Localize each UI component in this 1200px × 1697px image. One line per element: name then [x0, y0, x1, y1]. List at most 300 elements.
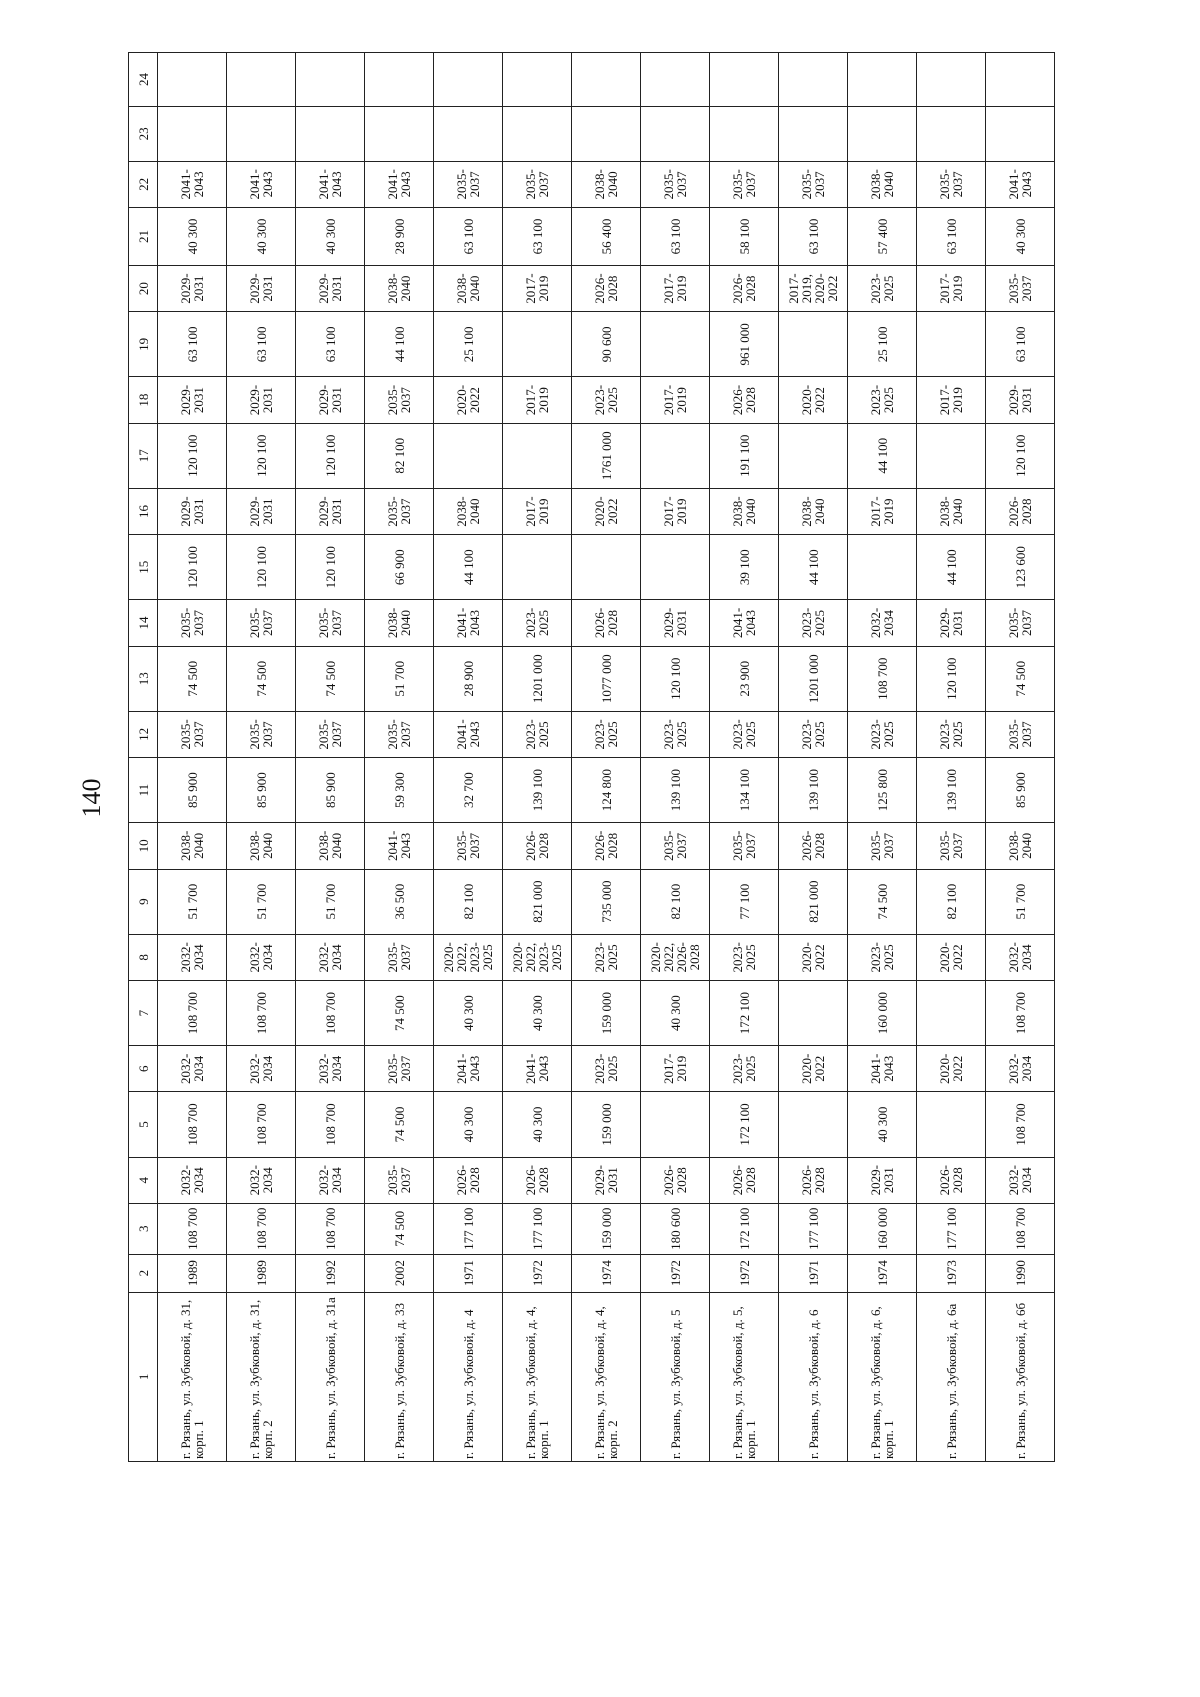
table-cell: 2035-2037: [503, 161, 572, 207]
table-cell: [917, 423, 986, 488]
table-cell: 44 100: [365, 312, 434, 377]
table-cell: 1201 000: [779, 646, 848, 711]
table-cell: 2029-2031: [296, 265, 365, 311]
table-cell: 2017-2019: [503, 377, 572, 423]
table-cell: 172 100: [710, 981, 779, 1046]
table-cell: 160 000: [848, 981, 917, 1046]
table-cell: 108 700: [227, 1203, 296, 1254]
table-cell: 74 500: [296, 646, 365, 711]
table-cell: 2023-2025: [572, 934, 641, 980]
table-cell: 82 100: [365, 423, 434, 488]
table-cell: 159 000: [572, 1203, 641, 1254]
table-cell: 2035-2037: [158, 600, 227, 646]
table-cell: 2029-2031: [917, 600, 986, 646]
table-cell: 821 000: [779, 869, 848, 934]
table-cell: 85 900: [227, 758, 296, 823]
table-cell: 2029-2031: [296, 488, 365, 534]
table-cell: 2035-2037: [986, 711, 1055, 757]
page-number: 140: [77, 778, 106, 818]
table-cell: [986, 106, 1055, 161]
table-cell: 1972: [710, 1254, 779, 1292]
table-cell: 66 900: [365, 535, 434, 600]
table-cell: 57 400: [848, 208, 917, 266]
table-cell: 2035-2037: [365, 934, 434, 980]
table-cell: 2029-2031: [641, 600, 710, 646]
table-cell: [503, 535, 572, 600]
table-cell: 51 700: [365, 646, 434, 711]
table-cell: 123 600: [986, 535, 1055, 600]
table-row: [572, 53, 641, 1462]
table-cell: [434, 423, 503, 488]
table-cell: 2020-2022: [917, 1046, 986, 1092]
table-cell: 9: [129, 869, 158, 934]
table-cell: 2020-2022, 2026-2028: [641, 934, 710, 980]
table-cell: 51 700: [227, 869, 296, 934]
table-cell: 2041-2043: [434, 1046, 503, 1092]
table-cell: [641, 106, 710, 161]
table-cell: 44 100: [434, 535, 503, 600]
table-cell: 51 700: [296, 869, 365, 934]
table-cell: 120 100: [158, 423, 227, 488]
table-cell: 11: [129, 758, 158, 823]
table-cell: г. Рязань, ул. Зубковой, д. 33: [365, 1292, 434, 1461]
table-cell: 2017-2019: [641, 488, 710, 534]
table-cell: 85 900: [158, 758, 227, 823]
table-cell: г. Рязань, ул. Зубковой, д. 6: [779, 1292, 848, 1461]
table-cell: 2029-2031: [572, 1157, 641, 1203]
table-cell: 40 300: [227, 208, 296, 266]
table-cell: [710, 106, 779, 161]
table-header-row: [129, 53, 158, 1462]
table-cell: [641, 53, 710, 107]
table-cell: 2026-2028: [986, 488, 1055, 534]
table-cell: 2029-2031: [986, 377, 1055, 423]
table-cell: 2032-2034: [296, 1046, 365, 1092]
table-cell: 961 000: [710, 312, 779, 377]
table-cell: 2038-2040: [365, 265, 434, 311]
table-cell: г. Рязань, ул. Зубковой, д. 6б: [986, 1292, 1055, 1461]
table-cell: 2023-2025: [641, 711, 710, 757]
table-cell: [296, 106, 365, 161]
table-cell: [503, 106, 572, 161]
table-cell: 74 500: [365, 1203, 434, 1254]
table-cell: 2038-2040: [572, 161, 641, 207]
table-cell: 108 700: [158, 981, 227, 1046]
table-cell: 2035-2037: [158, 711, 227, 757]
table-cell: 1989: [227, 1254, 296, 1292]
table-cell: [296, 53, 365, 107]
table-row: [503, 53, 572, 1462]
table-cell: 63 100: [986, 312, 1055, 377]
table-cell: 23 900: [710, 646, 779, 711]
table-cell: 120 100: [641, 646, 710, 711]
table-cell: 2038-2040: [779, 488, 848, 534]
table-cell: 139 100: [503, 758, 572, 823]
table-cell: 56 400: [572, 208, 641, 266]
table-cell: [503, 423, 572, 488]
table-cell: 2041-2043: [158, 161, 227, 207]
table-cell: 120 100: [158, 535, 227, 600]
table-cell: 2038-2040: [986, 823, 1055, 869]
table-cell: 44 100: [917, 535, 986, 600]
table-cell: 2041-2043: [848, 1046, 917, 1092]
table-cell: 134 100: [710, 758, 779, 823]
table-cell: 7: [129, 981, 158, 1046]
table-cell: [158, 53, 227, 107]
table-cell: 124 800: [572, 758, 641, 823]
table-cell: 14: [129, 600, 158, 646]
table-cell: 2026-2028: [572, 823, 641, 869]
table-row: [779, 53, 848, 1462]
table-cell: 2026-2028: [641, 1157, 710, 1203]
table-cell: 2038-2040: [227, 823, 296, 869]
table-cell: 2041-2043: [365, 823, 434, 869]
table-cell: [641, 423, 710, 488]
table-cell: 82 100: [641, 869, 710, 934]
table-cell: [503, 53, 572, 107]
table-cell: 2035-2037: [365, 377, 434, 423]
table-cell: 108 700: [848, 646, 917, 711]
table-cell: 2026-2028: [710, 265, 779, 311]
table-cell: 2035-2037: [917, 161, 986, 207]
table-cell: 28 900: [434, 646, 503, 711]
table-cell: 2038-2040: [434, 265, 503, 311]
table-cell: 2035-2037: [365, 1046, 434, 1092]
table-cell: 1974: [572, 1254, 641, 1292]
table-cell: 40 300: [434, 1092, 503, 1157]
table-cell: 1992: [296, 1254, 365, 1292]
table-cell: 63 100: [434, 208, 503, 266]
table-cell: [917, 106, 986, 161]
table-cell: [986, 53, 1055, 107]
table-cell: 2017-2019: [641, 377, 710, 423]
table-cell: 19: [129, 312, 158, 377]
table-cell: 2038-2040: [710, 488, 779, 534]
table-cell: 2026-2028: [779, 1157, 848, 1203]
table-cell: г. Рязань, ул. Зубковой, д. 6а: [917, 1292, 986, 1461]
table-cell: [503, 312, 572, 377]
table-cell: 2026-2028: [710, 1157, 779, 1203]
table-cell: 2038-2040: [296, 823, 365, 869]
table-cell: 6: [129, 1046, 158, 1092]
table-cell: 63 100: [641, 208, 710, 266]
table-row: [365, 53, 434, 1462]
table-cell: [641, 312, 710, 377]
table-cell: [848, 53, 917, 107]
table-cell: 90 600: [572, 312, 641, 377]
table-cell: 2017-2019: [641, 1046, 710, 1092]
table-cell: 2041-2043: [296, 161, 365, 207]
table-cell: 2041-2043: [986, 161, 1055, 207]
table-cell: 40 300: [641, 981, 710, 1046]
table-cell: 44 100: [779, 535, 848, 600]
table-cell: [779, 981, 848, 1046]
table-cell: [779, 1092, 848, 1157]
table-cell: 177 100: [917, 1203, 986, 1254]
table-cell: 2032-2034: [986, 1157, 1055, 1203]
table-cell: 2041-2043: [434, 600, 503, 646]
table-cell: 2023-2025: [572, 711, 641, 757]
table-cell: 2017-2019: [503, 265, 572, 311]
table-cell: [227, 106, 296, 161]
table-cell: 2023-2025: [503, 600, 572, 646]
table-cell: 172 100: [710, 1203, 779, 1254]
table-cell: 2029-2031: [296, 377, 365, 423]
table-cell: 2029-2031: [227, 265, 296, 311]
table-cell: 10: [129, 823, 158, 869]
table-cell: 2035-2037: [986, 600, 1055, 646]
table-cell: 2038-2040: [158, 823, 227, 869]
table-cell: 63 100: [503, 208, 572, 266]
table-cell: 2020-2022, 2023-2025: [503, 934, 572, 980]
table-cell: 2029-2031: [227, 377, 296, 423]
table-cell: 2023-2025: [848, 377, 917, 423]
table-cell: 2041-2043: [365, 161, 434, 207]
table-cell: 2032-2034: [296, 1157, 365, 1203]
table-cell: 22: [129, 161, 158, 207]
table-cell: 1972: [503, 1254, 572, 1292]
table-cell: 2023-2025: [710, 1046, 779, 1092]
table-cell: 2026-2028: [503, 823, 572, 869]
table-cell: 2026-2028: [572, 600, 641, 646]
table-row: [641, 53, 710, 1462]
table-cell: 5: [129, 1092, 158, 1157]
table-cell: 177 100: [779, 1203, 848, 1254]
table-cell: 32 700: [434, 758, 503, 823]
table-cell: 24: [129, 53, 158, 107]
table-row: [158, 53, 227, 1462]
table-cell: 2023-2025: [779, 600, 848, 646]
table-cell: 2035-2037: [848, 823, 917, 869]
table-cell: [365, 106, 434, 161]
table-cell: 108 700: [296, 1203, 365, 1254]
table-row: [848, 53, 917, 1462]
table-cell: 1974: [848, 1254, 917, 1292]
table-cell: 735 000: [572, 869, 641, 934]
table-cell: 2035-2037: [365, 488, 434, 534]
table-cell: 2020-2022: [779, 934, 848, 980]
table-cell: 59 300: [365, 758, 434, 823]
table-cell: 2035-2037: [986, 265, 1055, 311]
table-cell: 1989: [158, 1254, 227, 1292]
table-cell: 139 100: [917, 758, 986, 823]
table-cell: 2035-2037: [365, 711, 434, 757]
table-cell: 2041-2043: [227, 161, 296, 207]
table-cell: 1971: [434, 1254, 503, 1292]
table-cell: 40 300: [158, 208, 227, 266]
table-cell: 2020-2022: [917, 934, 986, 980]
table-cell: 39 100: [710, 535, 779, 600]
table-cell: 2032-2034: [227, 934, 296, 980]
table-cell: [572, 53, 641, 107]
table-cell: 2035-2037: [434, 823, 503, 869]
table-cell: 2026-2028: [503, 1157, 572, 1203]
table-cell: 2032-2034: [227, 1046, 296, 1092]
table-cell: 120 100: [227, 535, 296, 600]
table-cell: г. Рязань, ул. Зубковой, д. 4, корп. 1: [503, 1292, 572, 1461]
table-cell: 74 500: [365, 981, 434, 1046]
table-cell: 4: [129, 1157, 158, 1203]
table-cell: 2038-2040: [848, 161, 917, 207]
table-cell: 2017-2019: [848, 488, 917, 534]
table-cell: 74 500: [365, 1092, 434, 1157]
table-cell: г. Рязань, ул. Зубковой, д. 31, корп. 2: [227, 1292, 296, 1461]
table-cell: 2041-2043: [434, 711, 503, 757]
table-cell: 2035-2037: [641, 161, 710, 207]
table-cell: [572, 106, 641, 161]
table-cell: [434, 53, 503, 107]
table-cell: г. Рязань, ул. Зубковой, д. 31, корп. 1: [158, 1292, 227, 1461]
table-cell: 74 500: [158, 646, 227, 711]
table-cell: 2026-2028: [434, 1157, 503, 1203]
table-cell: 2029-2031: [158, 377, 227, 423]
table-cell: 36 500: [365, 869, 434, 934]
table-cell: 172 100: [710, 1092, 779, 1157]
table-cell: 108 700: [986, 981, 1055, 1046]
table-cell: 8: [129, 934, 158, 980]
table-cell: 63 100: [917, 208, 986, 266]
table-cell: [848, 106, 917, 161]
table-cell: г. Рязань, ул. Зубковой, д. 5: [641, 1292, 710, 1461]
table-cell: 1971: [779, 1254, 848, 1292]
table-cell: 28 900: [365, 208, 434, 266]
table-cell: 2017-2019: [503, 488, 572, 534]
table-cell: 2035-2037: [227, 600, 296, 646]
table-cell: 2032-2034: [158, 1157, 227, 1203]
table-cell: 120 100: [296, 535, 365, 600]
table-cell: 2029-2031: [158, 265, 227, 311]
table-cell: 2038-2040: [434, 488, 503, 534]
table-cell: 108 700: [296, 981, 365, 1046]
table-cell: 2023-2025: [710, 934, 779, 980]
table-cell: 2023-2025: [917, 711, 986, 757]
table-cell: 17: [129, 423, 158, 488]
table-cell: 51 700: [986, 869, 1055, 934]
table-cell: 2038-2040: [917, 488, 986, 534]
table-cell: 2: [129, 1254, 158, 1292]
table-row: [917, 53, 986, 1462]
table-cell: 20: [129, 265, 158, 311]
table-cell: 1972: [641, 1254, 710, 1292]
table-cell: 821 000: [503, 869, 572, 934]
table-cell: 177 100: [503, 1203, 572, 1254]
table-cell: 139 100: [641, 758, 710, 823]
table-cell: 74 500: [986, 646, 1055, 711]
table-cell: 18: [129, 377, 158, 423]
table-cell: 21: [129, 208, 158, 266]
table-cell: 2032-2034: [158, 934, 227, 980]
table-cell: 159 000: [572, 981, 641, 1046]
table-row: [434, 53, 503, 1462]
table-cell: 40 300: [503, 981, 572, 1046]
table-cell: 74 500: [227, 646, 296, 711]
table-cell: 25 100: [848, 312, 917, 377]
table-cell: 2026-2028: [917, 1157, 986, 1203]
table-cell: [227, 53, 296, 107]
table-cell: 2023-2025: [848, 934, 917, 980]
table-cell: 2020-2022: [434, 377, 503, 423]
table-cell: 85 900: [986, 758, 1055, 823]
table-cell: 2017-2019, 2020-2022: [779, 265, 848, 311]
table-row: [986, 53, 1055, 1462]
table-cell: 108 700: [296, 1092, 365, 1157]
table-cell: г. Рязань, ул. Зубковой, д. 5, корп. 1: [710, 1292, 779, 1461]
table-cell: 44 100: [848, 423, 917, 488]
table-cell: 2023-2025: [710, 711, 779, 757]
table-cell: 2041-2043: [503, 1046, 572, 1092]
table-cell: 2038-2040: [365, 600, 434, 646]
table-cell: 51 700: [158, 869, 227, 934]
table-cell: 177 100: [434, 1203, 503, 1254]
table-cell: 40 300: [296, 208, 365, 266]
table-cell: [710, 53, 779, 107]
table-cell: 3: [129, 1203, 158, 1254]
table-cell: 63 100: [779, 208, 848, 266]
table-cell: 25 100: [434, 312, 503, 377]
table-cell: 2023-2025: [503, 711, 572, 757]
table-cell: 77 100: [710, 869, 779, 934]
repair-schedule-table: [128, 52, 1055, 1462]
table-cell: 2020-2022: [779, 377, 848, 423]
table-cell: 40 300: [434, 981, 503, 1046]
table-cell: 2032-2034: [158, 1046, 227, 1092]
table-cell: 2017-2019: [641, 265, 710, 311]
table-cell: [848, 535, 917, 600]
table-cell: 2026-2028: [779, 823, 848, 869]
table-cell: 16: [129, 488, 158, 534]
table-cell: [434, 106, 503, 161]
table-cell: 108 700: [986, 1092, 1055, 1157]
table-cell: [917, 981, 986, 1046]
table-cell: 108 700: [986, 1203, 1055, 1254]
table-cell: 2041-2043: [710, 600, 779, 646]
table-cell: 108 700: [158, 1092, 227, 1157]
table-cell: 2020-2022: [779, 1046, 848, 1092]
table-cell: 2023-2025: [572, 1046, 641, 1092]
table-cell: [779, 106, 848, 161]
table-cell: 2017-2019: [917, 265, 986, 311]
table-cell: 2032-2034: [848, 600, 917, 646]
table-cell: 139 100: [779, 758, 848, 823]
table-cell: 2035-2037: [710, 161, 779, 207]
table-cell: 2035-2037: [227, 711, 296, 757]
table-cell: 191 100: [710, 423, 779, 488]
table-cell: 2035-2037: [641, 823, 710, 869]
table-cell: г. Рязань, ул. Зубковой, д. 4: [434, 1292, 503, 1461]
table-cell: [641, 1092, 710, 1157]
table-cell: 2026-2028: [710, 377, 779, 423]
table-cell: г. Рязань, ул. Зубковой, д. 31а: [296, 1292, 365, 1461]
table-cell: 2035-2037: [434, 161, 503, 207]
table-cell: [917, 1092, 986, 1157]
table-cell: [572, 535, 641, 600]
table-row: [296, 53, 365, 1462]
table-cell: 120 100: [917, 646, 986, 711]
table-cell: [779, 423, 848, 488]
table-cell: 2023-2025: [572, 377, 641, 423]
table-cell: 2035-2037: [365, 1157, 434, 1203]
table-cell: 2029-2031: [848, 1157, 917, 1203]
table-cell: 74 500: [848, 869, 917, 934]
table-cell: [779, 312, 848, 377]
table-cell: 1: [129, 1292, 158, 1461]
table-cell: 58 100: [710, 208, 779, 266]
table-cell: 2035-2037: [917, 823, 986, 869]
table-cell: 2020-2022: [572, 488, 641, 534]
table-cell: 1973: [917, 1254, 986, 1292]
table-cell: 1077 000: [572, 646, 641, 711]
table-cell: 82 100: [434, 869, 503, 934]
